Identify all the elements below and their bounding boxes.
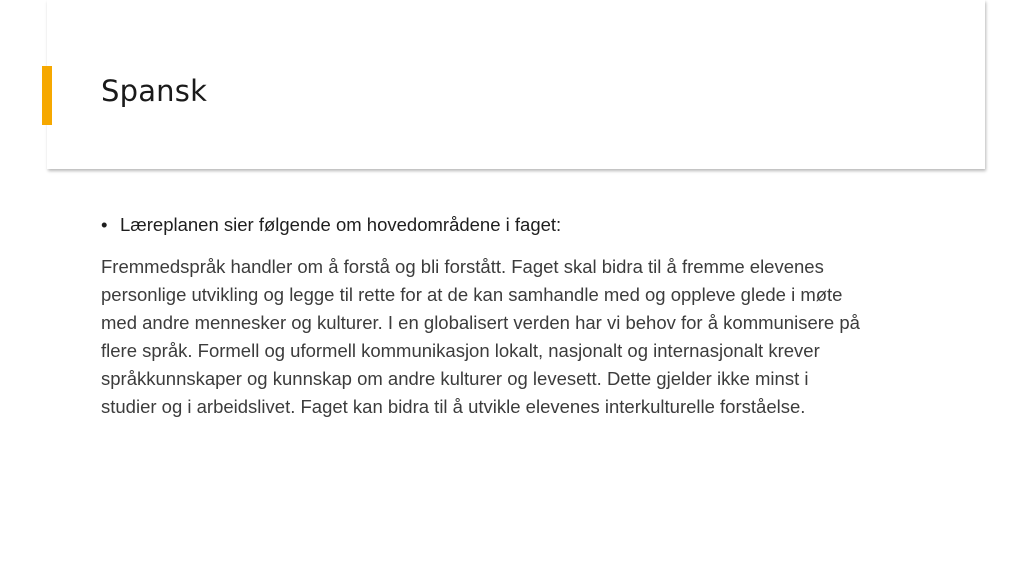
slide-title: Spansk: [101, 74, 208, 108]
curriculum-paragraph: [101, 253, 981, 421]
paragraph-line: studier og i arbeidslivet. Faget kan bidra til å utvikle elevenes interkulturelle forståelse.: [101, 396, 806, 417]
paragraph-line: med andre mennesker og kulturer. I en globalisert verden har vi behov for å kommunisere på: [101, 312, 860, 333]
bullet-item: [101, 214, 561, 236]
paragraph-line: flere språk. Formell og uformell kommunikasjon lokalt, nasjonalt og internasjonalt krever: [101, 340, 820, 361]
paragraph-line: Fremmedspråk handler om å forstå og bli forstått. Faget skal bidra til å fremme elevenes: [101, 256, 824, 277]
paragraph-line: personlige utvikling og legge til rette for at de kan samhandle med og oppleve glede i møte: [101, 284, 843, 305]
bullet-text: Læreplanen sier følgende om hovedområdene i faget:: [120, 214, 562, 235]
paragraph-line: språkkunnskaper og kunnskap om andre kulturer og levesett. Dette gjelder ikke minst i: [101, 368, 809, 389]
bullet-marker: •: [101, 214, 108, 235]
title-accent-bar: [42, 66, 52, 125]
